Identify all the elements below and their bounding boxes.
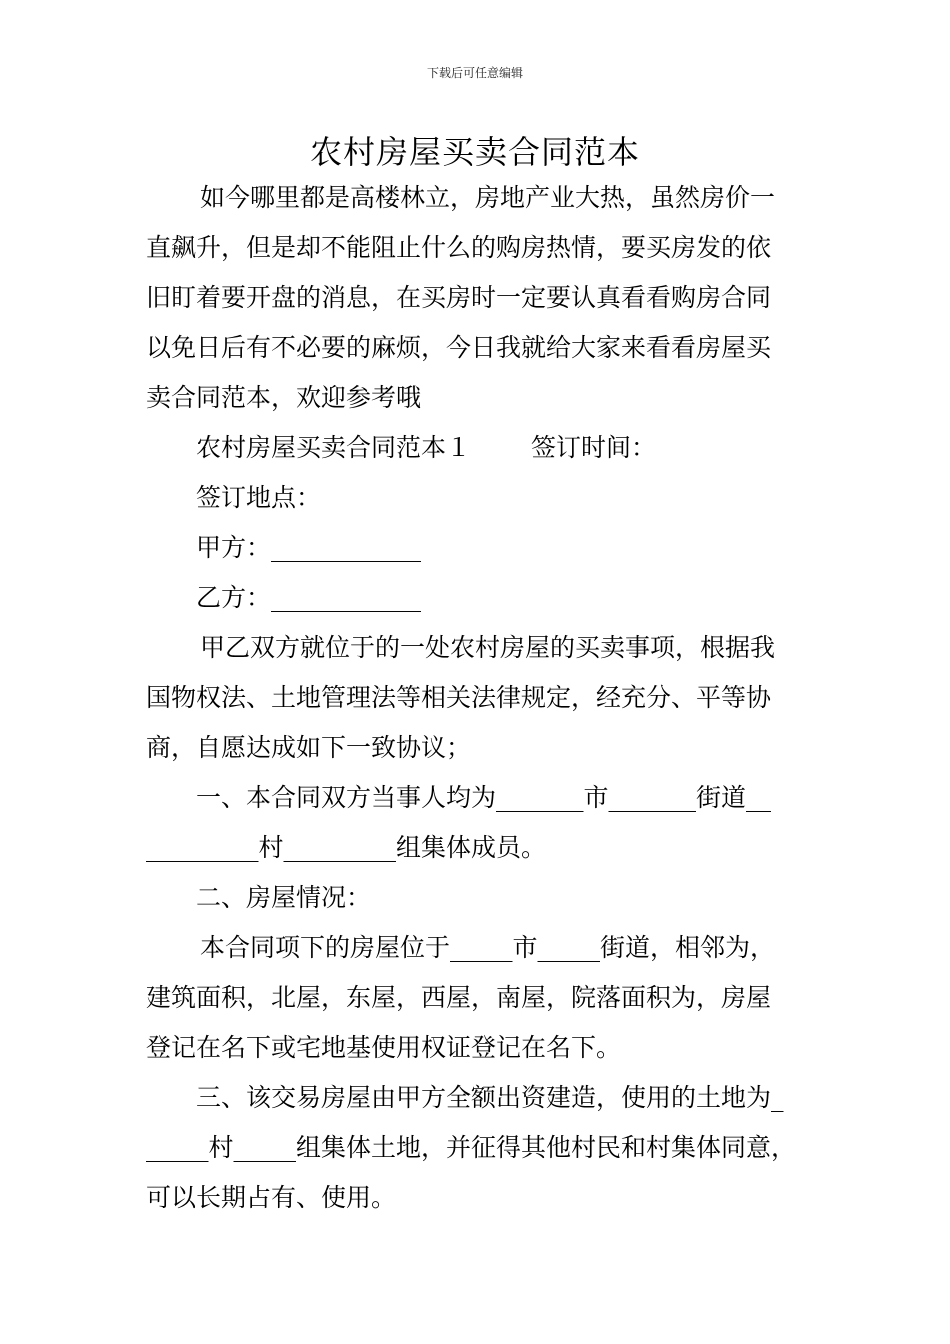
clause-heading: 二、房屋情况：	[196, 883, 372, 912]
sign-time-label: 签订时间：	[531, 433, 657, 462]
contract-name: 农村房屋买卖合同范本１	[196, 433, 472, 462]
clause-line: _________村_________组集体成员。	[146, 833, 547, 862]
clause-line: _____村_____组集体土地，并征得其他村民和村集体同意，	[146, 1133, 797, 1162]
contract-heading	[196, 433, 656, 463]
paragraph-line: 旧盯着要开盘的消息，在买房时一定要认真看看购房合同	[146, 283, 772, 312]
party-a-field: 甲方：____________	[196, 533, 422, 562]
paragraph-line: 商，自愿达成如下一致协议；	[146, 733, 472, 762]
header-note: 下载后可任意编辑	[426, 66, 523, 80]
clause-line: 登记在名下或宅地基使用权证登记在名下。	[146, 1033, 622, 1062]
paragraph-line: 直飙升，但是却不能阻止什么的购房热情，要买房发的依	[146, 233, 772, 262]
paragraph-line: 如今哪里都是高楼林立，房地产业大热，虽然房价一	[200, 183, 776, 212]
paragraph-line: 卖合同范本，欢迎参考哦	[146, 383, 422, 412]
clause-line: 建筑面积，北屋，东屋，西屋，南屋，院落面积为，房屋	[146, 983, 772, 1012]
party-b-field: 乙方：____________	[196, 583, 422, 612]
paragraph-line: 国物权法、土地管理法等相关法律规定，经充分、平等协	[146, 683, 772, 712]
clause-line: 一、本合同双方当事人均为_______市_______街道__	[196, 783, 772, 812]
paragraph-line: 甲乙双方就位于的一处农村房屋的买卖事项，根据我	[200, 633, 776, 662]
paragraph-line: 以免日后有不必要的麻烦，今日我就给大家来看看房屋买	[146, 333, 772, 362]
document-title: 农村房屋买卖合同范本	[309, 133, 640, 171]
sign-place-label: 签订地点：	[196, 483, 322, 512]
clause-line: 可以长期占有、使用。	[146, 1183, 397, 1212]
clause-line: 三、该交易房屋由甲方全额出资建造，使用的土地为_	[196, 1083, 784, 1112]
clause-line: 本合同项下的房屋位于_____市_____街道，相邻为，	[200, 933, 776, 962]
